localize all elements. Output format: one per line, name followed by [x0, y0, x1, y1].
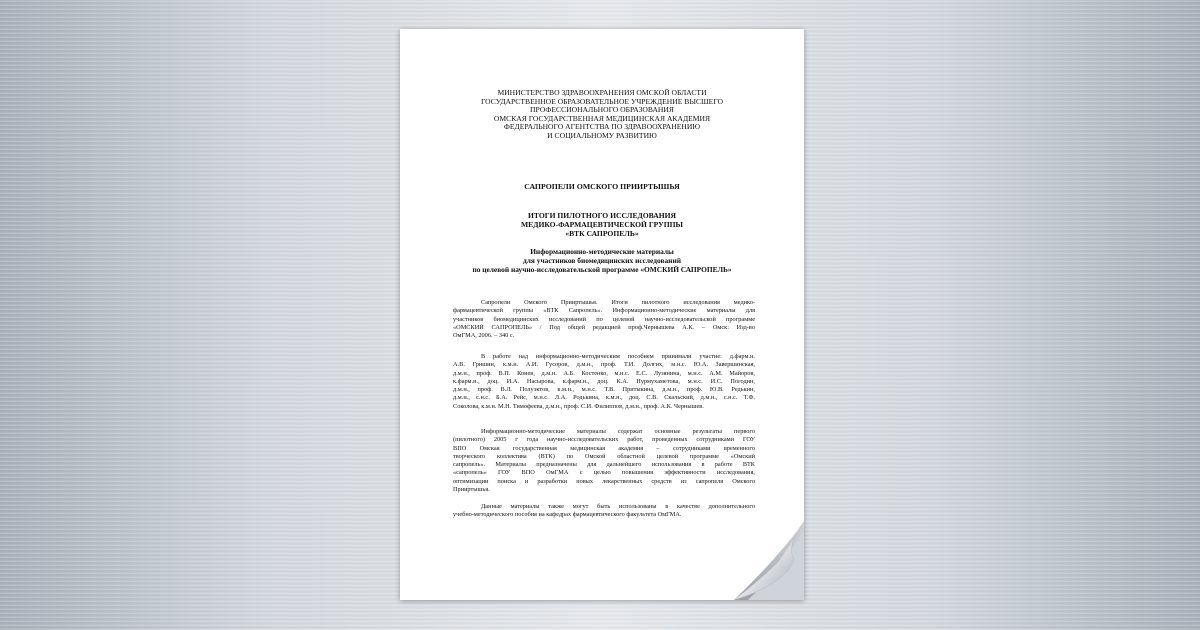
- text-line: Соколова, к.м.н. М.Н. Тимофеева, д.м.н., проф. С.И. Филиппов, д.м.н., проф. А.К. Чернышев.: [453, 402, 704, 410]
- document-subtitle: [420, 211, 784, 238]
- text-line: «ОМСКИЙ САПРОПЕЛЬ» / Под общей редакцией проф.Чернышева А.К. – Омск: Изд-во: [453, 323, 755, 331]
- text-line: (пилотного) 2005 г года научно-исследовательских работ, проведенных сотрудниками ГОУ: [453, 436, 755, 444]
- text-line: Данные материалы также могут быть использованы в качестве дополнительного: [481, 503, 755, 510]
- header-line: И СОЦИАЛЬНОМУ РАЗВИТИЮ: [547, 130, 657, 140]
- info-line: по целевой научно-исследовательской программе «ОМСКИЙ САПРОПЕЛЬ»: [472, 265, 732, 274]
- info-line: Информационно-методические материалы: [530, 247, 674, 256]
- ministry-header: [420, 89, 784, 141]
- paragraph-summary: [453, 428, 755, 494]
- text-line: В работе над информационно-методическим пособием принимали участие: д.фарм.н.: [481, 353, 755, 360]
- text-line: «сапропель» ГОУ ВПО ОмГМА с целью повышения эффективности исследования,: [453, 469, 755, 477]
- text-line: учебно-методического пособия на кафедрах фармацевтического факультета ОмГМА.: [453, 511, 682, 519]
- subtitle-line: ИТОГИ ПИЛОТНОГО ИССЛЕДОВАНИЯ: [527, 211, 677, 220]
- text-line: д.м.н., проф. В.Л. Полуэктов, к.м.н., м.н.с. Т.В. Притыкина, д.м.н., проф. Ю.В. Редькин,: [453, 386, 755, 394]
- text-line: А.В. Гришин, к.м.н. А.И. Гусоров, д.м.н., проф. Т.И. Долгих, м.н.с. Ю.А. Завершинская,: [453, 361, 755, 369]
- paragraph-authors: [453, 353, 755, 411]
- header-line: ОМСКАЯ ГОСУДАРСТВЕННАЯ МЕДИЦИНСКАЯ АКАДЕМИЯ: [493, 113, 711, 123]
- document-info: [420, 247, 784, 274]
- header-line: МИНИСТЕРСТВО ЗДРАВООХРАНЕНИЯ ОМСКОЙ ОБЛАСТИ: [497, 88, 707, 97]
- text-line: Прииртышья.: [453, 486, 490, 494]
- text-line: оптимизации поиска и разработки новых лекарственных средств из сапропеля Омского: [453, 477, 755, 485]
- text-line: творческого коллектива (ВТК) по Омской областной целевой программе «Омский: [453, 452, 755, 460]
- text-line: к.фарм.н., доц. И.А. Насырова, к.фарм.н., доц. К.А. Нурмухаметова, м.н.с. И.С. Погодин,: [453, 377, 755, 385]
- text-line: участников биомедицинских исследований по целевой научно-исследовательской программе: [453, 315, 755, 323]
- document-title: САПРОПЕЛИ ОМСКОГО ПРИИРТЫШЬЯ: [524, 182, 680, 191]
- text-line: д.м.н., с.н.с. Б.А. Рейс, м.н.с. Л.А. Родькина, к.м.н., доц. С.В. Скальский, д.м.н., с.н.с. Т.Ф.: [453, 394, 755, 402]
- subtitle-line: МЕДИКО-ФАРМАЦЕВТИЧЕСКОЙ ГРУППЫ: [521, 220, 683, 229]
- subtitle-line: «ВТК САПРОПЕЛЬ»: [565, 229, 639, 238]
- document-page: [400, 29, 804, 600]
- header-line: ФЕДЕРАЛЬНОГО АГЕНТСТВА ПО ЗДРАВООХРАНЕНИЮ: [503, 122, 701, 132]
- text-line: Информационно-методические материалы содержат основные результаты первого: [481, 428, 755, 435]
- text-line: Сапропели Омского Прииртышья. Итоги пилотного исследования медико-: [481, 299, 755, 306]
- text-line: ВПО Омская государственная медицинская академия – сотрудниками временного: [453, 444, 755, 452]
- info-line: для участников биомедицинских исследований: [523, 256, 681, 265]
- text-line: д.м.н., проф. В.П. Конев, д.м.н. А.Б. Костенко, м.н.с. Е.С. Лузянина, м.н.с. А.М. Майоров,: [453, 369, 755, 377]
- text-line: ОмГМА, 2006. – 340 с.: [453, 332, 515, 340]
- text-line: сапропель». Материалы предназначены для дальнейшего использования в работе ВТК: [453, 461, 755, 469]
- page-curl-icon: [704, 500, 804, 600]
- text-line: фармацевтической группы «ВТК Сапропель». Информационно-методические материалы для: [453, 307, 755, 315]
- header-line: ГОСУДАРСТВЕННОЕ ОБРАЗОВАТЕЛЬНОЕ УЧРЕЖДЕНИЕ ВЫСШЕГО: [480, 96, 724, 106]
- header-line: ПРОФЕССИОНАЛЬНОГО ОБРАЗОВАНИЯ: [530, 105, 674, 115]
- paragraph-citation: [453, 299, 755, 340]
